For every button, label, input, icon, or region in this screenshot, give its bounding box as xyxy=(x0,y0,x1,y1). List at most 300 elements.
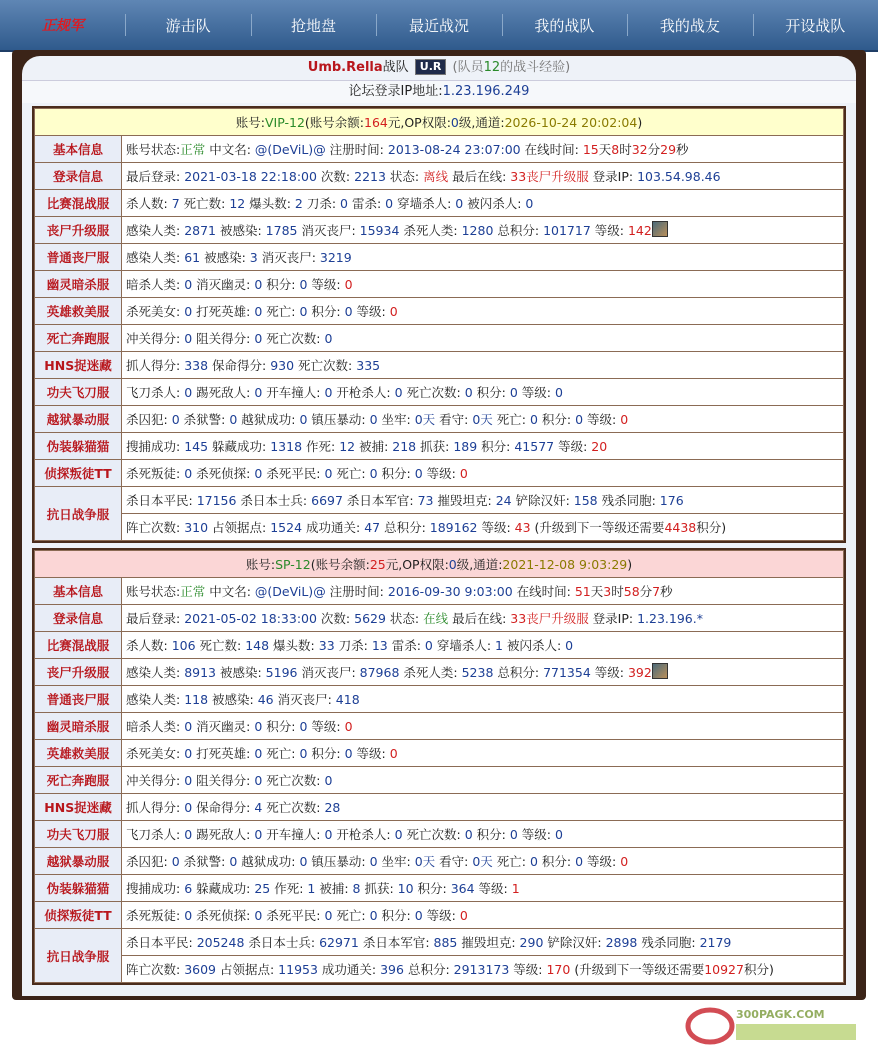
balance-value: 164 xyxy=(364,115,388,130)
stat-value: 1524 xyxy=(270,520,303,535)
category-link[interactable]: 死亡奔跑服 xyxy=(35,325,122,352)
category-link[interactable]: 死亡奔跑服 xyxy=(35,767,122,794)
stat-value: 0 xyxy=(369,466,378,481)
stat-value: 771354 xyxy=(543,665,591,680)
stat-label: 飞刀杀人: xyxy=(126,827,185,842)
close-paren: ) xyxy=(627,557,633,572)
stat-value: 11953 xyxy=(278,962,318,977)
category-link[interactable]: 越狱暴动服 xyxy=(35,406,122,433)
stat-value: 46 xyxy=(257,692,274,707)
stat-label: 秒 xyxy=(660,584,673,599)
stat-value: 47 xyxy=(364,520,381,535)
stat-value: 8 xyxy=(611,142,620,157)
stats-cell xyxy=(122,605,844,632)
stat-value: 0 xyxy=(344,304,353,319)
stat-label: 躲藏成功: xyxy=(192,881,255,896)
stat-value: 33丧尸升级服 xyxy=(510,611,589,626)
stat-label: 积分: xyxy=(472,827,510,842)
watermark-text: 300PAGK.COM xyxy=(736,1008,825,1021)
team-name[interactable]: Umb.Rella xyxy=(307,60,383,75)
stat-label: 杀死美女: xyxy=(126,304,185,319)
stat-label: 等级: xyxy=(583,412,621,427)
category-link[interactable]: 普通丧尸服 xyxy=(35,244,122,271)
stat-label: (升级到下一等级还需要 xyxy=(530,520,665,535)
stat-label: 爆头数: xyxy=(245,196,295,211)
stat-value: 1318 xyxy=(270,439,303,454)
stat-label: 秒 xyxy=(676,142,689,157)
account-name: SP-12 xyxy=(275,557,311,572)
stat-value: 0 xyxy=(299,412,308,427)
stat-label: 登录IP: xyxy=(588,611,638,626)
category-link[interactable]: 基本信息 xyxy=(35,136,122,163)
stat-label: 账号状态: xyxy=(126,584,181,599)
stat-value: 6 xyxy=(184,881,193,896)
account-table xyxy=(34,108,844,541)
stat-label: 积分: xyxy=(537,854,576,869)
nav-my-team[interactable]: 我的战队 xyxy=(502,0,627,50)
stat-value: 33 xyxy=(318,638,335,653)
stats-rows xyxy=(35,136,844,541)
stat-value: 0 xyxy=(464,827,473,842)
stat-label: 成功通关: xyxy=(302,520,365,535)
nav-logo[interactable]: 正规军 xyxy=(41,18,84,34)
nav-guerrilla[interactable]: 游击队 xyxy=(125,0,250,50)
stat-value: 15 xyxy=(582,142,599,157)
nav-grab-territory[interactable]: 抢地盘 xyxy=(251,0,376,50)
stats-cell xyxy=(122,460,844,487)
stat-value: 290 xyxy=(519,935,544,950)
stat-value: 930 xyxy=(270,358,295,373)
stat-label: 杀狱警: xyxy=(179,412,230,427)
op-label: 元,OP权限: xyxy=(387,115,451,130)
stat-value: 0天 xyxy=(414,854,436,869)
stat-label: 杀狱警: xyxy=(179,854,230,869)
table-row xyxy=(35,406,844,433)
stat-label: 杀囚犯: xyxy=(126,412,172,427)
stat-value: 338 xyxy=(184,358,209,373)
stat-value: 0 xyxy=(464,385,473,400)
stat-value: 103.54.98.46 xyxy=(637,169,721,184)
account-label: 账号: xyxy=(235,115,265,130)
stat-label: 雷杀: xyxy=(387,638,425,653)
stat-value: 5238 xyxy=(461,665,494,680)
category-link[interactable]: 侦探叛徒TT xyxy=(35,460,122,487)
stat-label: 被捕: xyxy=(355,439,393,454)
stat-label: 积分: xyxy=(413,881,451,896)
category-link[interactable]: 比赛混战服 xyxy=(35,190,122,217)
stat-label: 等级: xyxy=(307,277,345,292)
stats-cell xyxy=(122,514,844,541)
category-link[interactable]: 抗日战争服 xyxy=(35,487,122,541)
stat-value: 189 xyxy=(453,439,478,454)
stat-value: 0 xyxy=(424,638,433,653)
stat-value: 2913173 xyxy=(453,962,510,977)
stat-value: 1 xyxy=(511,881,520,896)
table-row xyxy=(35,632,844,659)
channel-label: 级,通道: xyxy=(456,557,503,572)
stat-value: @(DeViL)@ xyxy=(254,142,326,157)
table-row xyxy=(35,740,844,767)
stat-value: 29 xyxy=(660,142,677,157)
stats-cell xyxy=(122,578,844,605)
stat-label: 被闪杀人: xyxy=(502,638,566,653)
nav-my-teammates[interactable]: 我的战友 xyxy=(627,0,752,50)
table-row xyxy=(35,902,844,929)
stats-cell xyxy=(122,740,844,767)
stat-value: 0天 xyxy=(414,412,436,427)
stat-value: 4438 xyxy=(664,520,697,535)
category-link[interactable]: 普通丧尸服 xyxy=(35,686,122,713)
stat-value: 0 xyxy=(509,827,518,842)
stat-value: 2213 xyxy=(354,169,386,184)
stat-label: 抓获: xyxy=(360,881,398,896)
stat-value: 396 xyxy=(380,962,404,977)
stat-value: 0 xyxy=(394,385,403,400)
stat-label: 状态: xyxy=(385,611,424,626)
stat-label: 坐牢: xyxy=(377,854,415,869)
stat-value: 1785 xyxy=(265,223,298,238)
table-row xyxy=(35,686,844,713)
stat-label: 杀死人类: xyxy=(399,223,462,238)
stats-cell xyxy=(122,848,844,875)
ip-label: 论坛登录IP地址: xyxy=(348,84,443,99)
stat-label: 死亡次数: xyxy=(262,331,325,346)
stat-label: 消灭幽灵: xyxy=(192,719,255,734)
stats-cell xyxy=(122,821,844,848)
stat-label: 占领据点: xyxy=(216,962,279,977)
stat-value: 33丧尸升级服 xyxy=(510,169,589,184)
stat-label: 登录IP: xyxy=(588,169,638,184)
stat-value: 0 xyxy=(344,719,353,734)
stat-value: 3219 xyxy=(319,250,352,265)
stat-value: 0 xyxy=(299,854,308,869)
stat-label: 等级: xyxy=(590,665,628,680)
stat-value: 17156 xyxy=(196,493,237,508)
stat-label: 杀日本平民: xyxy=(126,935,197,950)
stat-value: 0 xyxy=(324,827,333,842)
stat-label: 杀死人类: xyxy=(399,665,462,680)
stat-value: 310 xyxy=(184,520,209,535)
stats-cell xyxy=(122,794,844,821)
stat-value: 61 xyxy=(184,250,201,265)
category-link[interactable]: 英雄救美服 xyxy=(35,298,122,325)
stat-value: 3 xyxy=(249,250,258,265)
table-row xyxy=(35,217,844,244)
table-row xyxy=(35,163,844,190)
stat-value: 12 xyxy=(339,439,356,454)
stat-value: 0 xyxy=(254,773,263,788)
stat-label: 杀人数: xyxy=(126,196,172,211)
table-row xyxy=(35,605,844,632)
stats-cell xyxy=(122,352,844,379)
stat-value: 在线 xyxy=(423,611,449,626)
category-link[interactable]: 越狱暴动服 xyxy=(35,848,122,875)
stats-cell xyxy=(122,271,844,298)
team-header xyxy=(22,56,856,80)
stat-value: 2871 xyxy=(184,223,216,238)
category-link[interactable]: 基本信息 xyxy=(35,578,122,605)
stat-value: 0 xyxy=(340,196,348,211)
stat-value: 0 xyxy=(184,331,193,346)
stat-label: 踢死敌人: xyxy=(192,385,255,400)
stat-label: 总积分: xyxy=(380,520,430,535)
stat-label: 等级: xyxy=(352,746,390,761)
stat-value: 5629 xyxy=(354,611,386,626)
stat-value: 8 xyxy=(352,881,361,896)
category-link[interactable]: 英雄救美服 xyxy=(35,740,122,767)
stat-value: 28 xyxy=(324,800,341,815)
stat-value: 0 xyxy=(414,466,423,481)
stat-value: 20 xyxy=(591,439,608,454)
stat-label: 开枪杀人: xyxy=(332,385,395,400)
stat-label: 积分: xyxy=(537,412,576,427)
stat-label: 残杀同胞: xyxy=(597,493,660,508)
stat-label: 摧毁坦克: xyxy=(433,493,496,508)
nav-recent-battles[interactable]: 最近战况 xyxy=(376,0,501,50)
stat-label: 死亡: xyxy=(332,466,370,481)
stat-value: 0 xyxy=(620,854,629,869)
stat-value: 0 xyxy=(525,196,534,211)
stat-label: 看守: xyxy=(435,412,473,427)
member-count: 12 xyxy=(483,60,501,75)
stat-label: 等级: xyxy=(517,385,555,400)
stat-label: 铲除汉奸: xyxy=(511,493,574,508)
stat-value: 0 xyxy=(389,304,398,319)
stat-value: 0 xyxy=(324,466,333,481)
stat-label: 暗杀人类: xyxy=(126,277,185,292)
stat-value: 170 xyxy=(546,962,571,977)
category-link[interactable]: HNS捉迷藏 xyxy=(35,794,122,821)
stat-label: 死亡数: xyxy=(179,196,230,211)
stat-label: 等级: xyxy=(422,466,460,481)
stat-label: 账号状态: xyxy=(126,142,181,157)
stats-cell xyxy=(122,190,844,217)
stat-value: 0 xyxy=(254,277,263,292)
stat-value: 0 xyxy=(344,277,353,292)
stat-value: 0 xyxy=(414,908,423,923)
stat-value: 0 xyxy=(184,908,193,923)
balance-value: 25 xyxy=(369,557,386,572)
stat-value: 2179 xyxy=(699,935,732,950)
member-prefix: (队员 xyxy=(452,60,484,75)
table-row xyxy=(35,713,844,740)
stat-label: 作死: xyxy=(302,439,340,454)
table-row xyxy=(35,767,844,794)
stat-label: 次数: xyxy=(316,169,355,184)
stat-label: 消灭丧尸: xyxy=(297,223,360,238)
stat-value: 0 xyxy=(171,854,180,869)
stat-label: 保命得分: xyxy=(208,358,271,373)
stat-label: 积分: xyxy=(472,385,510,400)
stat-label: 天 xyxy=(598,142,612,157)
category-link[interactable]: 丧尸升级服 xyxy=(35,659,122,686)
stat-label: 摧毁坦克: xyxy=(457,935,520,950)
stat-label: 杀日本军官: xyxy=(358,935,434,950)
stat-label: 阵亡次数: xyxy=(126,520,185,535)
stat-label: 死亡次数: xyxy=(262,800,325,815)
table-row xyxy=(35,190,844,217)
stat-value: 1.23.196.* xyxy=(637,611,703,626)
stats-cell xyxy=(122,217,844,244)
stats-cell xyxy=(122,902,844,929)
stat-label: 成功通关: xyxy=(317,962,381,977)
stat-label: 杀死叛徒: xyxy=(126,466,185,481)
stat-value: 87968 xyxy=(359,665,400,680)
stat-value: 0 xyxy=(529,412,538,427)
stat-value: 8913 xyxy=(184,665,216,680)
close-paren: ) xyxy=(637,115,643,130)
stat-label: 杀死美女: xyxy=(126,746,185,761)
stat-value: 0 xyxy=(299,719,308,734)
category-link[interactable]: 幽灵暗杀服 xyxy=(35,271,122,298)
op-value: 0 xyxy=(448,557,457,572)
stat-label: 杀死叛徒: xyxy=(126,908,185,923)
stat-value: 2016-09-30 9:03:00 xyxy=(387,584,513,599)
stat-value: 2898 xyxy=(605,935,638,950)
category-link[interactable]: 伪装躲猫猫 xyxy=(35,875,122,902)
stat-value: 205248 xyxy=(196,935,245,950)
stat-value: 6697 xyxy=(311,493,343,508)
stat-label: 搜捕成功: xyxy=(126,439,185,454)
stat-label: 铲除汉奸: xyxy=(543,935,606,950)
stat-label: 感染人类: xyxy=(126,250,185,265)
stat-label: 积分: xyxy=(262,719,300,734)
stat-value: 41577 xyxy=(514,439,555,454)
table-row xyxy=(35,956,844,983)
stats-cell xyxy=(122,433,844,460)
stat-label: 等级: xyxy=(474,881,512,896)
stat-value: 101717 xyxy=(543,223,591,238)
team-badge-icon: U.R xyxy=(415,59,447,75)
stat-value: 0 xyxy=(344,746,353,761)
stat-value: 0 xyxy=(324,385,333,400)
stats-cell xyxy=(122,298,844,325)
stats-rows xyxy=(35,578,844,983)
stat-label: 杀死侦探: xyxy=(192,908,255,923)
category-link[interactable]: 登录信息 xyxy=(35,605,122,632)
stat-value: 0 xyxy=(324,773,333,788)
stat-label: 总积分: xyxy=(493,665,544,680)
stat-value: 0天 xyxy=(472,412,493,427)
table-row xyxy=(35,848,844,875)
stat-value: 10927 xyxy=(704,962,744,977)
stat-value: 0 xyxy=(184,827,193,842)
table-row xyxy=(35,659,844,686)
stat-label: 中文名: xyxy=(205,584,255,599)
team-suffix: 战队 xyxy=(382,60,409,75)
stat-value: 158 xyxy=(573,493,598,508)
stat-value: 176 xyxy=(659,493,684,508)
stat-label: 等级: xyxy=(583,854,621,869)
category-link[interactable]: 幽灵暗杀服 xyxy=(35,713,122,740)
ip-value: 1.23.196.249 xyxy=(442,84,530,99)
category-link[interactable]: 登录信息 xyxy=(35,163,122,190)
category-link[interactable]: 功夫飞刀服 xyxy=(35,821,122,848)
stat-value: 62971 xyxy=(319,935,359,950)
stats-cell xyxy=(122,686,844,713)
stat-label: 杀囚犯: xyxy=(126,854,172,869)
stat-label: 感染人类: xyxy=(126,223,185,238)
stat-label: 抓获: xyxy=(416,439,454,454)
account-label: 账号: xyxy=(245,557,276,572)
stat-label: 状态: xyxy=(385,169,424,184)
stat-label: 阻关得分: xyxy=(192,773,255,788)
stat-value: 364 xyxy=(450,881,475,896)
stat-value: 2021-03-18 22:18:00 xyxy=(184,169,317,184)
stat-label: 被感染: xyxy=(216,665,266,680)
stat-value: 10 xyxy=(397,881,414,896)
stat-label: 死亡: xyxy=(492,854,530,869)
category-link[interactable]: 功夫飞刀服 xyxy=(35,379,122,406)
stat-label: 杀日本平民: xyxy=(126,493,197,508)
stat-label: 积分: xyxy=(377,908,415,923)
category-link[interactable]: 抗日战争服 xyxy=(35,929,122,983)
stat-value: 32 xyxy=(631,142,648,157)
stat-value: 0 xyxy=(324,908,333,923)
stat-label: 积分: xyxy=(307,304,345,319)
stat-label: 冲关得分: xyxy=(126,773,185,788)
table-row xyxy=(35,821,844,848)
stats-cell xyxy=(122,929,844,956)
stat-value: 142 xyxy=(627,223,652,238)
stat-label: 被感染: xyxy=(216,223,266,238)
stat-value: 0 xyxy=(299,277,308,292)
stat-label: 积分) xyxy=(743,962,774,977)
stat-label: 死亡: xyxy=(332,908,370,923)
stat-label: 分 xyxy=(639,584,653,599)
table-row xyxy=(35,929,844,956)
account-name: VIP-12 xyxy=(264,115,305,130)
stat-label: 等级: xyxy=(590,223,628,238)
member-suffix: 的战斗经验) xyxy=(500,60,571,75)
stat-label: 分 xyxy=(647,142,661,157)
stat-label: 看守: xyxy=(435,854,473,869)
stat-value: 0 xyxy=(299,304,308,319)
stat-label: 等级: xyxy=(422,908,460,923)
stats-cell xyxy=(122,406,844,433)
stat-label: 等级: xyxy=(352,304,390,319)
stat-value: 25 xyxy=(254,881,271,896)
stat-label: 躲藏成功: xyxy=(208,439,271,454)
stat-label: 开枪杀人: xyxy=(332,827,395,842)
account-block-2 xyxy=(32,548,846,985)
stat-value: 12 xyxy=(229,196,246,211)
stat-value: 0 xyxy=(254,466,263,481)
stat-label: 杀日本军官: xyxy=(342,493,418,508)
stat-label: 残杀同胞: xyxy=(637,935,700,950)
category-link[interactable]: 丧尸升级服 xyxy=(35,217,122,244)
stat-value: 0 xyxy=(229,854,238,869)
category-link[interactable]: 侦探叛徒TT xyxy=(35,902,122,929)
stat-value: 4 xyxy=(254,800,263,815)
stat-value: 0 xyxy=(254,331,263,346)
stat-label: 积分: xyxy=(377,466,415,481)
stat-label: 等级: xyxy=(477,520,515,535)
stat-value: 0 xyxy=(184,719,193,734)
stat-label: 死亡数: xyxy=(195,638,246,653)
stat-label: 被感染: xyxy=(208,692,258,707)
top-nav xyxy=(0,0,878,52)
category-link[interactable]: 比赛混战服 xyxy=(35,632,122,659)
nav-create-team[interactable]: 开设战队 xyxy=(753,0,878,50)
stat-value: 0 xyxy=(254,385,263,400)
category-link[interactable]: 伪装躲猫猫 xyxy=(35,433,122,460)
table-row xyxy=(35,244,844,271)
stat-value: 0 xyxy=(254,746,263,761)
stat-label: 飞刀杀人: xyxy=(126,385,185,400)
stat-value: 0 xyxy=(184,466,193,481)
category-link[interactable]: HNS捉迷藏 xyxy=(35,352,122,379)
